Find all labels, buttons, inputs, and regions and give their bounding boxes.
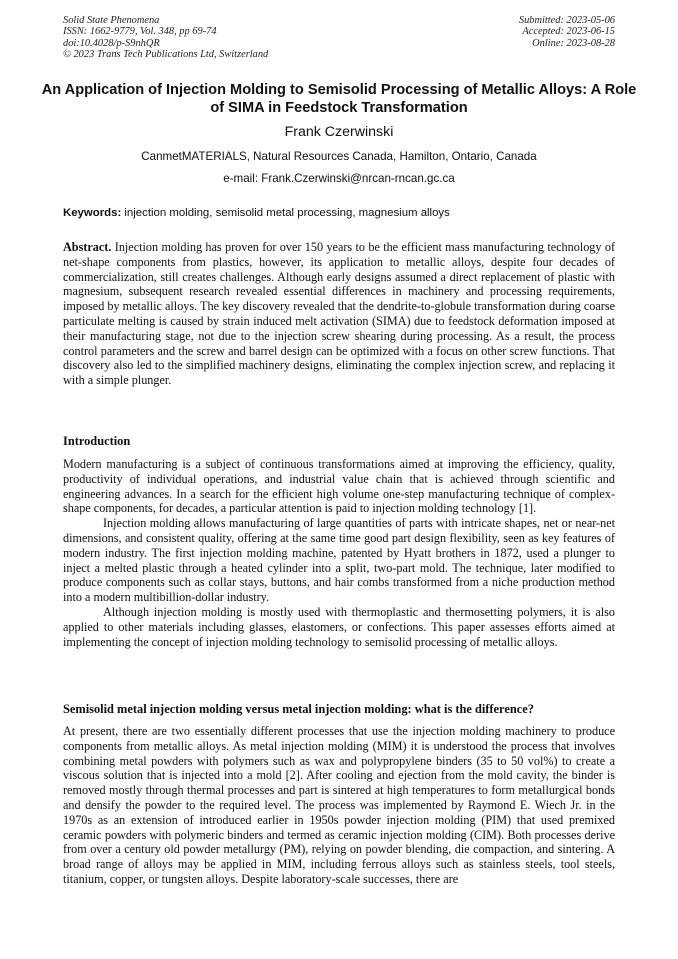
section-heading-semisolid-vs-mim: Semisolid metal injection molding versus metal injection molding: what is the difference?	[63, 702, 534, 716]
abstract	[63, 240, 615, 388]
keywords-label: Keywords:	[63, 207, 122, 219]
journal-issn: ISSN: 1662-9779, Vol. 348, pp 69-74	[63, 26, 217, 38]
journal-doi: doi:10.4028/p-S9nhQR	[63, 37, 160, 49]
submitted-date: Submitted: 2023-05-06	[518, 15, 615, 26]
author-name: Frank Czerwinski	[284, 124, 394, 140]
online-date: Online: 2023-08-28	[532, 37, 615, 49]
author-affiliation: CanmetMATERIALS, Natural Resources Canada, Hamilton, Ontario, Canada	[141, 150, 537, 163]
publication-dates	[519, 15, 615, 49]
paragraph: At present, there are two essentially different processes that use the injection molding machinery to produce components from metallic alloys. As metal injection molding (MIM) it is understood the process that involves combining metal powders with polymers such as wax and polypropylene binders (35 to 50 vol%) to create a viscous solution that is injected into a mold [2]. After cooling and ejection from the mold cavity, the binder is removed mostly through thermal processes and part is sintered at high temperatures to form metallurgical bonds and densify the powder to the required level. The process was implemented by Raymond E. Wiech Jr. in the 1970s as an extension of introduced earlier in 1950s powder injection molding (PIM) that used premixed ceramic powders with polymeric binders and termed as ceramic injection molding (CIM). Both processes derive from over a century old powder metallurgy (PM), relying on powder blending, die compaction, and sintering. A broad range of alloys may be applied in MIM, including ferrous alloys such as stainless steels, tool steels, titanium, copper, or tungsten alloys. Despite laboratory-scale successes, there are	[63, 724, 615, 886]
semisolid-vs-mim-section	[63, 724, 615, 887]
journal-name: Solid State Phenomena	[63, 15, 160, 26]
keywords-line	[63, 206, 615, 220]
author-email: e-mail: Frank.Czerwinski@nrcan-rncan.gc.ca	[223, 172, 455, 185]
abstract-text: Injection molding has proven for over 150 years to be the efficient mass manufacturing technology of net-shape components from plastics, however, its application to metallic alloys, despite four decades of commercialization, still creates challenges. Although early designs assumed a direct replacement of plastic with magnesium, subsequent research revealed essential differences in machinery and processing requirements, imposed by metallic alloys. The key discovery revealed that the dendrite-to-globule transformation during coarse particulate melting is caused by strain induced melt activation (SIMA) due to feedstock deformation imposed at their manufacturing stage, not due to the injection screw shearing during processing. As a result, the process control parameters and the screw and barrel design can be optimized with a focus on other screw functions. That discovery also led to the simplified machinery designs, eliminating the complex injection screw, and replacing it with a simple plunger.	[63, 240, 616, 388]
introduction-section	[63, 457, 615, 649]
abstract-label: Abstract.	[63, 240, 112, 254]
accepted-date: Accepted: 2023-06-15	[522, 26, 615, 38]
paper-title: An Application of Injection Molding to Semisolid Processing of Metallic Alloys: A Role of SIMA in Feedstock Transformation	[41, 82, 637, 116]
paragraph: Modern manufacturing is a subject of continuous transformations aimed at improving the efficiency, quality, productivity of individual operations, and industrial value chain that is achieved through scientific and engineering advances. In a search for the efficient high volume one-step manufacturing technique of complex-shape components, for decades, a particular attention is paid to injection molding technology [1].	[63, 457, 615, 516]
keywords-text: injection molding, semisolid metal processing, magnesium alloys	[124, 207, 450, 219]
journal-copyright: © 2023 Trans Tech Publications Ltd, Switzerland	[63, 49, 269, 61]
paragraph: Although injection molding is mostly used with thermoplastic and thermosetting polymers, it is also applied to other materials including glasses, elastomers, or confections. This paper assesses efforts aimed at implementing the concept of injection molding technology to semisolid processing of metallic alloys.	[63, 604, 615, 649]
paragraph: Injection molding allows manufacturing of large quantities of parts with intricate shapes, net or near-net dimensions, and consistent quality, offering at the same time good part design flexibility, seen as key features of modern industry. The first injection molding machine, patented by Hyatt brothers in 1872, used a plunger to inject a melted plastic through a heated cylinder into a split, two-part mold. The technique, later modified to produce components such as collar stays, buttons, and hair combs transformed from a niche production method into a modern multibillion-dollar industry.	[63, 516, 615, 605]
journal-info	[63, 15, 268, 61]
section-heading-introduction: Introduction	[63, 434, 131, 448]
